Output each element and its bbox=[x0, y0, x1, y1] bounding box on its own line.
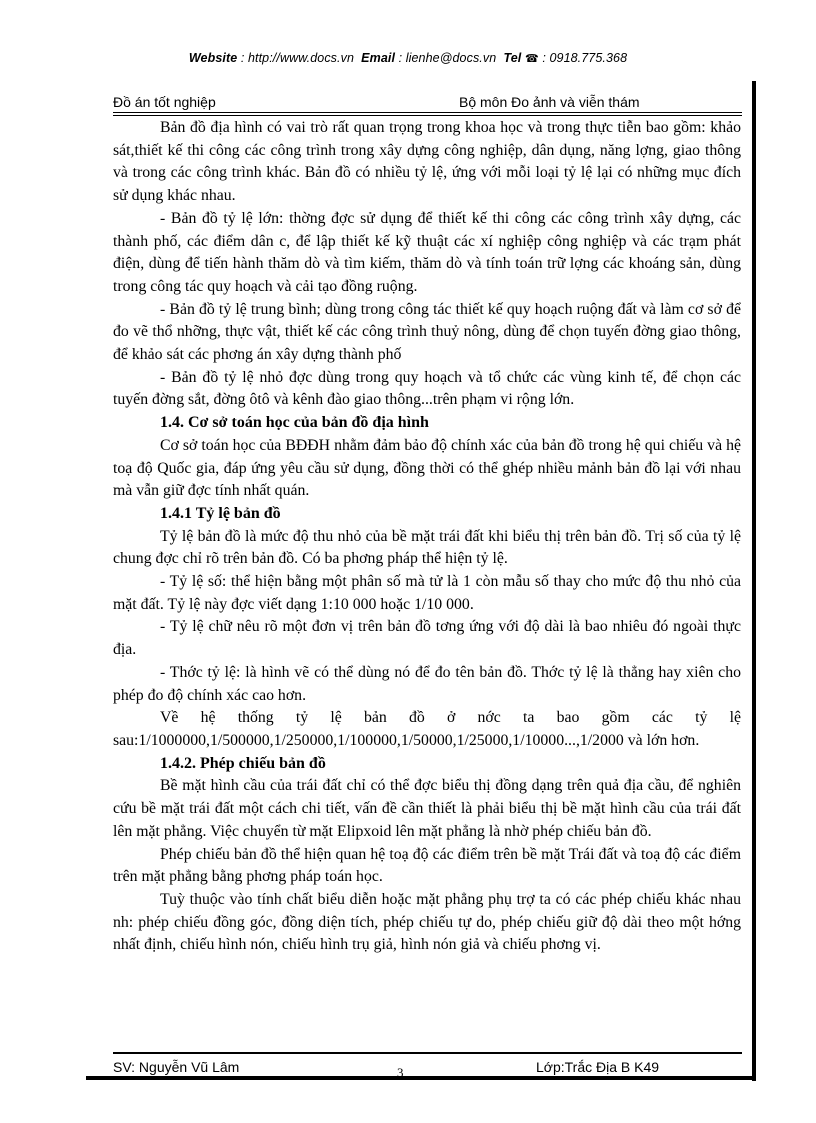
section-heading: 1.4.2. Phép chiếu bản đồ bbox=[160, 754, 326, 772]
paragraph: Bề mặt hình cầu của trái đất chỉ có thể đợc biểu thị đồng dạng trên quả địa cầu, để nghiên cứu bề mặt trái đất một cách chi tiết, vấn đề cần thiết là phải biểu thị bề mặt hình cầu của trái đất lên mặt phẳng. Việc chuyển từ mặt Elipxoid lên mặt phẳng là nhờ phép chiếu bản đồ. bbox=[113, 777, 741, 840]
phone-icon: ☎ bbox=[524, 53, 539, 65]
paragraph: Phép chiếu bản đồ thể hiện quan hệ toạ độ các điểm trên bề mặt Trái đất và toạ độ các điểm trên mặt phẳng bằng phơng pháp toán học. bbox=[113, 845, 741, 886]
page-border-right bbox=[752, 81, 756, 1081]
page-number: 3 bbox=[397, 1065, 404, 1080]
footer-rule bbox=[113, 1052, 742, 1054]
tel-value: : 0918.775.368 bbox=[542, 51, 628, 65]
page-footer bbox=[113, 1059, 742, 1079]
section-heading: 1.4. Cơ sở toán học của bản đồ địa hình bbox=[160, 414, 429, 432]
header-rule bbox=[113, 112, 742, 113]
website-label: Website bbox=[188, 51, 238, 65]
header-rule-double bbox=[113, 115, 742, 116]
contact-line bbox=[0, 51, 816, 65]
email-value[interactable]: : lienhe@docs.vn bbox=[398, 51, 497, 65]
footer-student: SV: Nguyễn Vũ Lâm bbox=[113, 1059, 240, 1075]
paragraph: - Thớc tỷ lệ: là hình vẽ có thể dùng nó để đo tên bản đồ. Thớc tỷ lệ là thẳng hay xiên cho phép đo độ chính xác cao hơn. bbox=[113, 663, 741, 704]
paragraph: Tuỳ thuộc vào tính chất biểu diễn hoặc mặt phẳng phụ trợ ta có các phép chiếu khác nhau nh: phép chiếu đồng góc, đồng diện tích, phép chiếu tự do, phép chiếu giữ độ dài theo một hớng nhất định, chiếu hình nón, chiếu hình trụ giả, hình nón giả và chiếu phơng vị. bbox=[113, 890, 741, 954]
paragraph: Tỷ lệ bản đồ là mức độ thu nhỏ của bề mặt trái đất khi biểu thị trên bản đồ. Trị số của tỷ lệ chung đợc chỉ rõ trên bản đồ. Có ba phơng pháp thể hiện tỷ lệ. bbox=[113, 527, 741, 568]
paragraph: - Bản đồ tỷ lệ nhỏ đợc dùng trong quy hoạch và tổ chức các vùng kinh tế, để chọn các tuyến đờng sắt, đờng ôtô và kênh đào giao thông...trên phạm vi rộng lớn. bbox=[113, 368, 741, 409]
paragraph: - Bản đồ tỷ lệ lớn: thờng đợc sử dụng để thiết kế thi công các công trình xây dựng, các thành phố, các điểm dân c, để lập thiết kế kỹ thuật các xí nghiệp công nghiệp và các trạm phát điện, dùng để tiến hành thăm dò và tìm kiếm, thăm dò và tính toán trữ lợng các khoáng sản, dùng trong công tác quy hoạch và cải tạo đồng ruộng. bbox=[113, 209, 741, 295]
tel-label: Tel bbox=[503, 51, 522, 65]
footer-class: Lớp:Trắc Địa B K49 bbox=[536, 1059, 660, 1075]
paragraph: Bản đồ địa hình có vai trò rất quan trọng trong khoa học và trong thực tiễn bao gồm: khảo sát,thiết kế thi công các công trình trong xây dựng công nghiệp, dân dụng, năng lợng, giao thông và trong các công trình khác. Bản đồ có nhiều tỷ lệ, ứng với mỗi loại tỷ lệ lại có những mục đích sử dụng khác nhau. bbox=[113, 119, 741, 205]
paragraph: - Bản đồ tỷ lệ trung bình; dùng trong công tác thiết kế quy hoạch ruộng đất và làm cơ sở để đo vẽ thổ nhỡng, thực vật, thiết kế các công trình thuỷ nông, dùng để chọn tuyến đờng giao thông, để khảo sát các phơng án xây dựng thành phố bbox=[113, 300, 741, 364]
paragraph: Cơ sở toán học của BĐĐH nhằm đảm bảo độ chính xác của bản đồ trong hệ qui chiếu và hệ toạ độ Quốc gia, đáp ứng yêu cầu sử dụng, đồng thời có thể ghép nhiều mảnh bản đồ lại với nhau mà vẫn giữ đợc tính nhất quán. bbox=[113, 436, 741, 500]
paragraph: - Tỷ lệ chữ nêu rõ một đơn vị trên bản đồ tơng ứng với độ dài là bao nhiêu đó ngoài thực địa. bbox=[113, 618, 741, 659]
paragraph: - Tỷ lệ số: thể hiện bằng một phân số mà tử là 1 còn mẫu số thay cho mức độ thu nhỏ của mặt đất. Tỷ lệ này đợc viết dạng 1:10 000 hoặc 1/10 000. bbox=[113, 573, 741, 613]
website-value[interactable]: : http://www.docs.vn bbox=[240, 51, 355, 65]
paragraph: Về hệ thống tỷ lệ bản đồ ở nớc ta bao gồm các tỷ lệ sau:1/1000000,1/500000,1/250000,1/100000,1/50000,1/25000,1/10000...,1/2000 và lớn hơn. bbox=[113, 709, 741, 749]
section-heading: 1.4.1 Tỷ lệ bản đồ bbox=[160, 504, 281, 522]
body-text bbox=[113, 117, 741, 957]
header-left: Đồ án tốt nghiệp bbox=[113, 94, 216, 110]
header-right: Bộ môn Đo ảnh và viễn thám bbox=[459, 94, 640, 110]
page-header bbox=[113, 94, 742, 112]
email-label: Email bbox=[361, 51, 396, 65]
